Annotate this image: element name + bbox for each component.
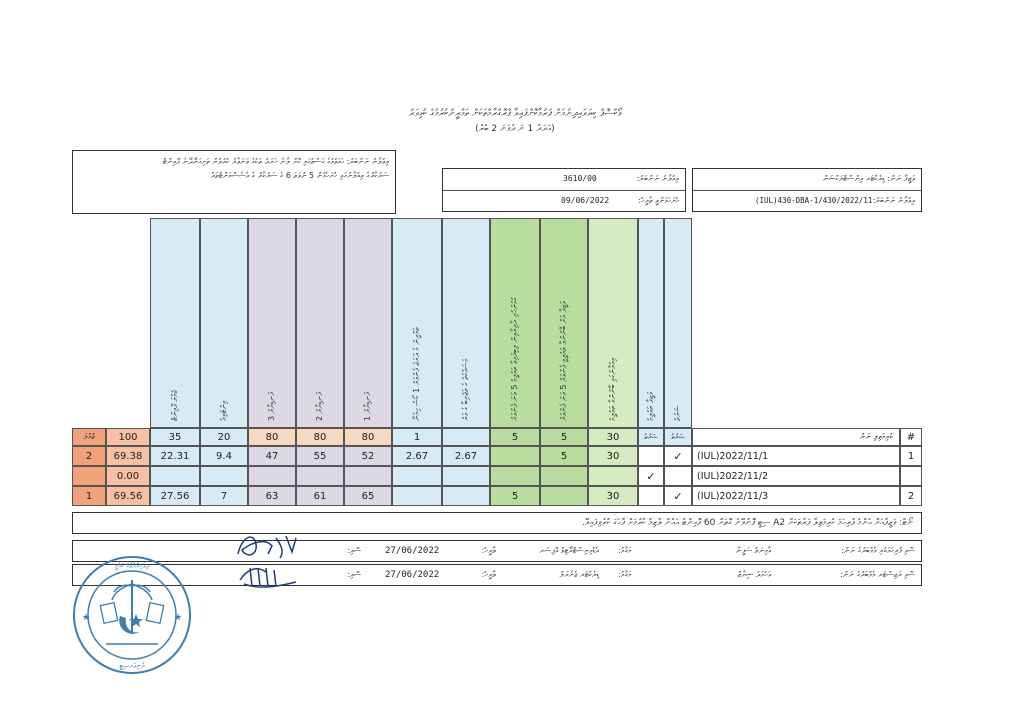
column-header-label-int1: ފަނޑިޔާރު 1 [363, 392, 372, 421]
header-cell-rank: ޖުމްލަ [72, 428, 106, 446]
row-2-int2 [296, 466, 344, 486]
row-2-qualified_check [664, 466, 692, 486]
row-3-qualified_check: ✓ [664, 486, 692, 506]
header-cell-job_check: ޝަރުތު [638, 428, 664, 446]
info-box-center [442, 168, 686, 212]
row-1-qual_related [490, 446, 540, 466]
signature-1-scribble [232, 528, 302, 564]
svg-text:★: ★ [174, 613, 183, 623]
row-1-job_check [638, 446, 664, 466]
job-title: ވަޒީފާ ނަން: ޑިރެކްޓަރ އިންސްޓްރަކްޝަން [822, 174, 915, 183]
column-header-label-min_qual: އިއުލާނުގައި ބޭނުންވާ ތައުލީމު [608, 357, 617, 421]
stamp-top-text: ދިވެހިރާއްޖޭގެ ޤައުމީ [114, 562, 150, 570]
sig1-position: އެޑްމިނިސްޓްރޭޓިވް އޮފިސަރ [539, 546, 599, 555]
column-header-label-int3: ފަނޑިޔާރު 3 [267, 392, 276, 421]
header-cell-num: # [900, 428, 922, 446]
row-1-weighted: 22.31 [150, 446, 200, 466]
column-header-label-qualified_check: ޝަރުތު [673, 405, 682, 421]
row-1-int2: 55 [296, 446, 344, 466]
svg-text:★: ★ [82, 613, 91, 623]
row-2-qual_related [490, 466, 540, 486]
row-2-int3 [248, 466, 296, 486]
row-3-int1: 65 [344, 486, 392, 506]
row-2-total: 0.00 [106, 466, 150, 486]
sig2-date: 27/06/2022 [385, 570, 440, 580]
info-box-right [692, 168, 922, 212]
submission-date: 09/06/2022 [561, 196, 610, 205]
header-cell-min_qual: 30 [588, 428, 638, 446]
row-2-job_check: ✓ [638, 466, 664, 486]
header-cell-int1: 80 [344, 428, 392, 446]
column-header-label-qual_related: ގުޅުންހުރި ދާއިރާއިން ލިބިފައިވާ ތައުލީމު 5 ވަނަ ފެންވަރު [510, 297, 519, 421]
column-header-training [392, 218, 442, 428]
row-1-qualified_check: ✓ [664, 446, 692, 466]
column-header-int2 [296, 218, 344, 428]
header-cell-name: ކުރިމަތިލި ނަން [692, 428, 900, 446]
column-header-int1 [344, 218, 392, 428]
row-2-interview [200, 466, 248, 486]
row-2-weighted [150, 466, 200, 486]
row-2-int1 [344, 466, 392, 486]
row-1-rank: 2 [72, 446, 106, 466]
announcement-number: 3610/00 [563, 174, 597, 183]
column-header-label-experience: މަސައްކަތު ގެ ތަޖުރިބާ ގެ ވަރު [461, 358, 470, 421]
column-header-qualified_check [664, 218, 692, 428]
sig1-date-label: ތާރީޚު: [481, 546, 496, 555]
sig1-position-label: މަޤާމު: [618, 546, 631, 555]
row-3-qual_main [540, 486, 588, 506]
row-1-name: (IUL)2022/11/1 [692, 446, 900, 466]
column-header-interview [200, 218, 248, 428]
stamp-bottom-text: ޔުނިވަރސިޓީ [119, 662, 145, 670]
column-header-label-training: ތަމްރީނު ގެ ދަރަޖަ ފެންވަރު 1 ކޯސް ހިމެނޭ [412, 327, 421, 421]
column-header-int3 [248, 218, 296, 428]
row-2-training [392, 466, 442, 486]
sig1-date: 27/06/2022 [385, 546, 440, 556]
row-3-job_check [638, 486, 664, 506]
row-1-num: 1 [900, 446, 922, 466]
row-2-min_qual [588, 466, 638, 486]
column-header-label-qual_main: ވަޒީފާ އަށް ބޭނުންވާ ތައުލީމީ ފެންވަރު 5 ވަނަ ފެންވަރު [559, 301, 568, 421]
row-3-interview: 7 [200, 486, 248, 506]
row-3-num: 2 [900, 486, 922, 506]
column-header-min_qual [588, 218, 638, 428]
sig2-name: އަހުމަދު ޝިޔާޒް [737, 570, 771, 579]
column-header-qual_main [540, 218, 588, 428]
sig1-sign-label: ސޮއި: [347, 546, 361, 555]
column-header-weighted [150, 218, 200, 428]
header-cell-training: 1 [392, 428, 442, 446]
official-stamp [70, 554, 194, 676]
column-header-experience [442, 218, 490, 428]
header-cell-weighted: 35 [150, 428, 200, 446]
row-2-num [900, 466, 922, 486]
row-3-total: 69.56 [106, 486, 150, 506]
header-cell-experience [442, 428, 490, 446]
row-1-experience: 2.67 [442, 446, 490, 466]
column-header-label-job_check: ވަޒީފާ ތަޢުލީމު [646, 391, 655, 421]
header-cell-qualified_check: ޝަރުތު [664, 428, 692, 446]
signature-2-scribble [236, 562, 306, 592]
header-cell-qual_main: 5 [540, 428, 588, 446]
column-header-label-int2: ފަނޑިޔާރު 2 [315, 392, 324, 421]
row-3-int3: 63 [248, 486, 296, 506]
row-3-training [392, 486, 442, 506]
header-cell-total: 100 [106, 428, 150, 446]
column-header-label-weighted: ޖުމްލަ ޕޮއިންޓް [170, 390, 179, 421]
note-box [72, 512, 922, 534]
row-3-int2: 61 [296, 486, 344, 506]
column-header-qual_related [490, 218, 540, 428]
row-2-qual_main [540, 466, 588, 486]
row-1-int1: 52 [344, 446, 392, 466]
row-3-name: (IUL)2022/11/3 [692, 486, 900, 506]
job-announcement-ref: (IUL)430-DBA-1/430/2022/11 [755, 196, 873, 205]
row-3-weighted: 27.56 [150, 486, 200, 506]
row-1-min_qual: 30 [588, 446, 638, 466]
signature-block-2 [72, 564, 922, 586]
info-left-line1: އިޢުލާނު ނަންބަރު: ހަމަވުމުގެ ގަސްތުގައި ކޮށް ލާނެ ޚަރަދު ތަކުގެ ވަނަވާރު ކުރުވުން ތަށިގަނޭދޭނެ ޕޮއިންޓް [162, 157, 389, 166]
header-cell-qual_related: 5 [490, 428, 540, 446]
row-2-rank [72, 466, 106, 486]
sig1-role-label: ސޮއި ފުރިހަމަކުރި މެމްބަރުގެ ނަން: [841, 546, 915, 555]
row-1-training: 2.67 [392, 446, 442, 466]
sig2-date-label: ތާރީޚު: [481, 570, 496, 579]
row-2-name: (IUL)2022/11/2 [692, 466, 900, 486]
row-3-min_qual: 30 [588, 486, 638, 506]
row-1-interview: 9.4 [200, 446, 248, 466]
sig2-position-label: މަޤާމު: [618, 570, 631, 579]
info-box-left [72, 150, 396, 214]
row-3-rank: 1 [72, 486, 106, 506]
column-header-job_check [638, 218, 664, 428]
info-left-line2: ސަރުކާރުގެ ޢިއުލާނުގައި ހުށަހެޅުން 5 ނުވަތަ 6 ގެ ސަރުކާރު ގެ އެސެސްމަންޓުތައް [211, 171, 389, 180]
header-cell-interview: 20 [200, 428, 248, 446]
row-1-qual_main: 5 [540, 446, 588, 466]
row-3-experience [442, 486, 490, 506]
row-3-qual_related: 5 [490, 486, 540, 506]
submission-date-label: ހުށަހަޅަންވީ ތާރީޚު: [638, 196, 679, 205]
header-cell-int3: 80 [248, 428, 296, 446]
column-header-label-interview: އިންޓަވިއު [219, 400, 228, 421]
row-1-int3: 47 [248, 446, 296, 466]
signature-block-1 [72, 540, 922, 562]
sig2-role-label: ސޮއި ރަޖިސްޓަރ މެމްބަރުގެ ނަން: [840, 570, 915, 579]
row-1-total: 69.38 [106, 446, 150, 466]
sig2-sign-label: ސޮއި: [347, 570, 361, 579]
job-announcement-ref-label: އިޢުލާނު ނަންބަރު: [872, 196, 915, 205]
note-text: ނޯޓް: ވަޒީފާއަށް އެންމެ ފުރިހަމަ ކުރިމަތިލާ ފަރާތަކަށް A2 ސިޓީ ފޮނުވޭނެ ގޮތަށް 60 ޕޮއިންޓު އައުން ލާޒިމު ކުރުމަށް ފާހަގަ ކުރެވިފައިވޭ. [582, 518, 913, 528]
row-2-experience [442, 466, 490, 486]
document-subtitle: (އަދަދު 1 ނަ ދެވަނަ 2 ބުރު) [475, 124, 555, 134]
sig2-position: ޑިރެކްޓަރ ޖެނެރަލް [559, 570, 599, 579]
announcement-number-label: އިއުލާނު ނަންބަރު: [636, 174, 679, 183]
sig1-name: އާމިނަތު ސަފީނާ [735, 546, 771, 555]
header-cell-int2: 80 [296, 428, 344, 446]
document-title: ވޯކްޝޮޕް ކިޔަވައިދިނުމަށް ފަރުމާކޮށްފައިވާ ޕްރޮގްރާމްތަކަށް ތަމްރީނުކުރުމުގެ ކުޅިވަރު [408, 108, 622, 119]
